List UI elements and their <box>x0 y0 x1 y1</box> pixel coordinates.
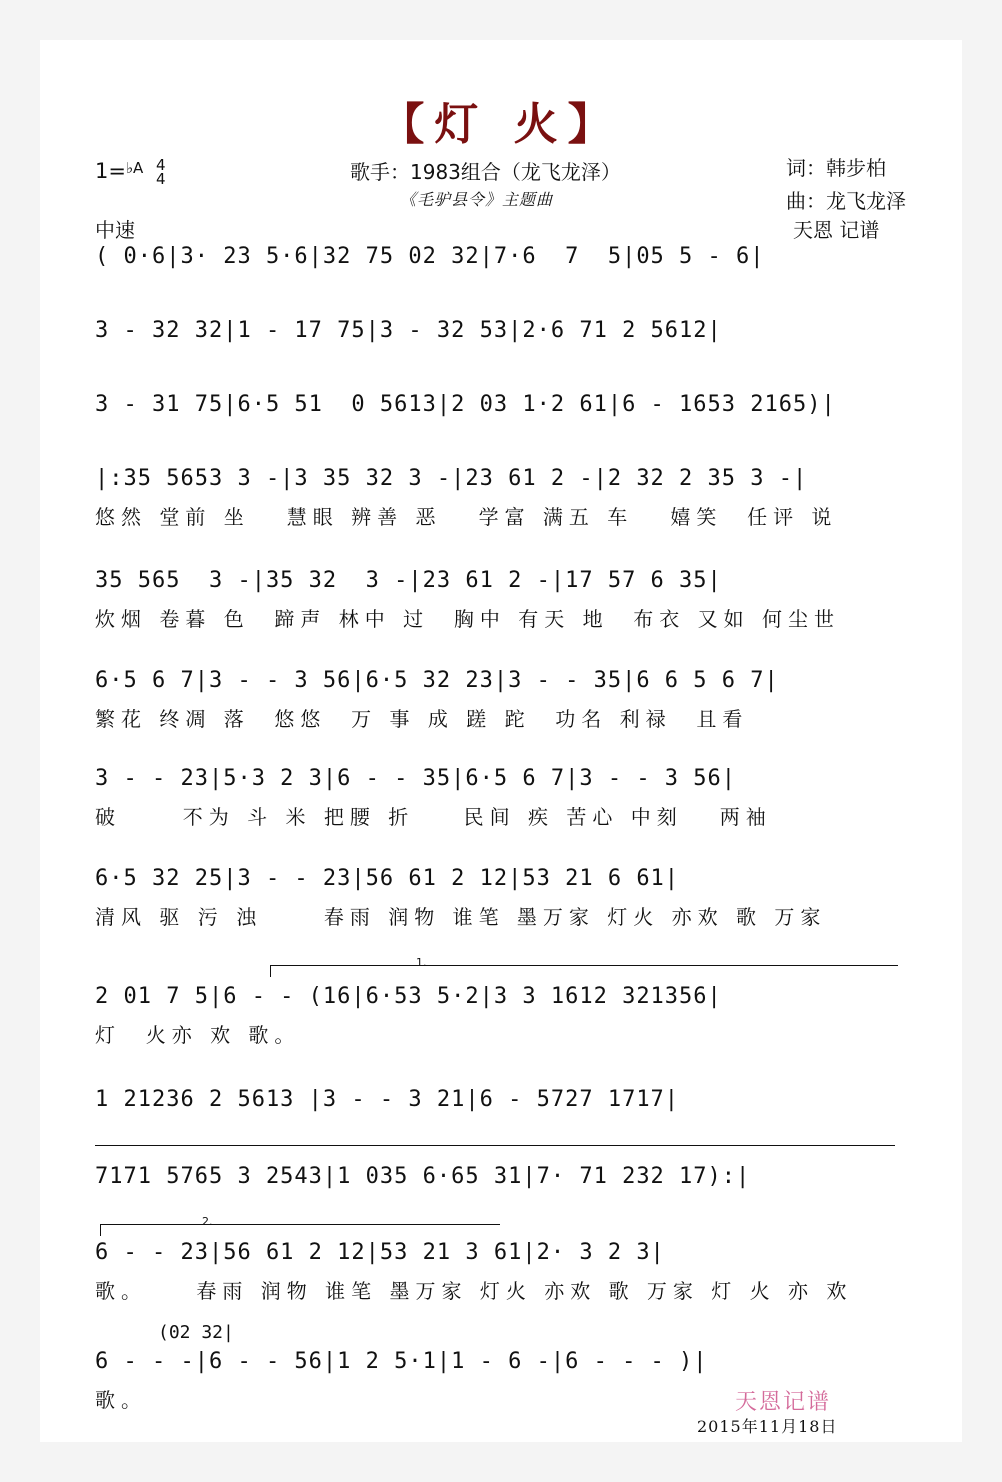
second-ending-label: 2. <box>202 1215 213 1228</box>
key-flat: ♭A <box>125 159 144 177</box>
meter-top: 4 <box>156 156 166 174</box>
lyrics-line: 歌。 春雨 润物 谁笔 墨万家 灯火 亦欢 歌 万家 灯 火 亦 欢 <box>95 1279 853 1303</box>
lyrics-line <box>95 356 905 382</box>
notation-line: 7171 5765 3 2543|1 035 6·65 31|7· 71 232 17):| <box>95 1164 751 1189</box>
notation-line: 6·5 6 7|3 - - 3 56|6·5 32 23|3 - - 35|6 6 5 6 7| <box>95 668 779 693</box>
lyricist-credit: 词：韩步柏 <box>786 156 886 180</box>
tempo-marking: 中速 <box>95 218 135 242</box>
score-row <box>95 1238 905 1304</box>
lyrics-line <box>95 430 905 456</box>
transcriber-stamp: 天恩记谱 <box>735 1390 832 1415</box>
transcription-date: 2015年11月18日 <box>697 1417 838 1436</box>
score-row <box>95 982 905 1048</box>
score-row <box>95 666 905 732</box>
notation-line: 6·5 32 25|3 - - 23|56 61 2 12|53 21 6 61| <box>95 866 680 891</box>
notation-line: 1 21236 2 5613 |3 - - 3 21|6 - 5727 1717| <box>95 1087 680 1112</box>
notation-line: 2 01 7 5|6 - - (16|6·53 5·2|3 3 1612 321356| <box>95 984 722 1009</box>
lyrics-line: 破 不为 斗 米 把腰 折 民间 疾 苦心 中刻 两袖 <box>95 805 772 829</box>
time-signature <box>156 158 166 186</box>
notation-line: ( 0·6|3· 23 5·6|32 75 02 32|7·6 7 5|05 5 - 6| <box>95 244 765 269</box>
notation-line: 35 565 3 -|35 32 3 -|23 61 2 -|17 57 6 35| <box>95 568 722 593</box>
notation-line: 3 - 32 32|1 - 17 75|3 - 32 53|2·6 71 2 5612| <box>95 318 722 343</box>
notation-line: 3 - 31 75|6·5 51 0 5613|2 03 1·2 61|6 - 1653 2165)| <box>95 392 836 417</box>
notation-line: 3 - - 23|5·3 2 3|6 - - 35|6·5 6 7|3 - - 3 56| <box>95 766 737 791</box>
lyrics-line <box>95 282 905 308</box>
lyrics-line: 繁花 终凋 落 悠悠 万 事 成 蹉 跎 功名 利禄 且看 <box>95 707 749 731</box>
bracket-tick <box>100 1224 101 1236</box>
notation-line: |:35 5653 3 -|3 35 32 3 -|23 61 2 -|2 32 2 35 3 -| <box>95 466 808 491</box>
lyrics-line: 悠然 堂前 坐 慧眼 辨善 恶 学富 满五 车 嬉笑 任评 说 <box>95 505 838 529</box>
bracket-tick <box>270 965 271 977</box>
score-row <box>95 464 905 530</box>
lyrics-line: 清风 驱 污 浊 春雨 润物 谁笔 墨万家 灯火 亦欢 歌 万家 <box>95 905 827 929</box>
repeat-line <box>95 1145 895 1146</box>
meter-bottom: 4 <box>156 170 166 188</box>
transcriber-credit: 天恩 记谱 <box>793 218 880 242</box>
score-row <box>95 1085 905 1151</box>
score-row <box>95 1162 905 1228</box>
lyrics-line: 歌。 <box>95 1388 147 1412</box>
score-row <box>95 242 905 308</box>
lyrics-line <box>95 1125 905 1151</box>
lyrics-line: 炊烟 卷暮 色 蹄声 林中 过 胸中 有天 地 布衣 又如 何尘世 <box>95 607 841 631</box>
notation-line: 6 - - 23|56 61 2 12|53 21 3 61|2· 3 2 3| <box>95 1240 665 1265</box>
lyrics-line: 灯 火亦 欢 歌。 <box>95 1023 301 1047</box>
key-label: 1= <box>95 159 126 183</box>
first-ending-bracket <box>270 956 898 969</box>
singer-credit: 歌手：1983组合（龙飞龙泽） <box>350 160 621 184</box>
notation-line: 6 - - -|6 - - 56|1 2 5·1|1 - 6 -|6 - - - )| <box>95 1349 708 1374</box>
composer-credit: 曲：龙飞龙泽 <box>786 189 906 213</box>
theme-note: 《毛驴县令》主题曲 <box>400 190 554 209</box>
song-title: 【灯 火】 <box>380 99 622 150</box>
score-row <box>95 316 905 382</box>
score-row <box>95 864 905 930</box>
score-row <box>95 390 905 456</box>
ossia-notes: (02 32| <box>158 1322 234 1343</box>
key-signature <box>95 158 166 186</box>
first-ending-label: 1. <box>416 956 427 969</box>
score-row <box>95 566 905 632</box>
second-ending-bracket <box>100 1215 500 1228</box>
score-row <box>95 764 905 830</box>
